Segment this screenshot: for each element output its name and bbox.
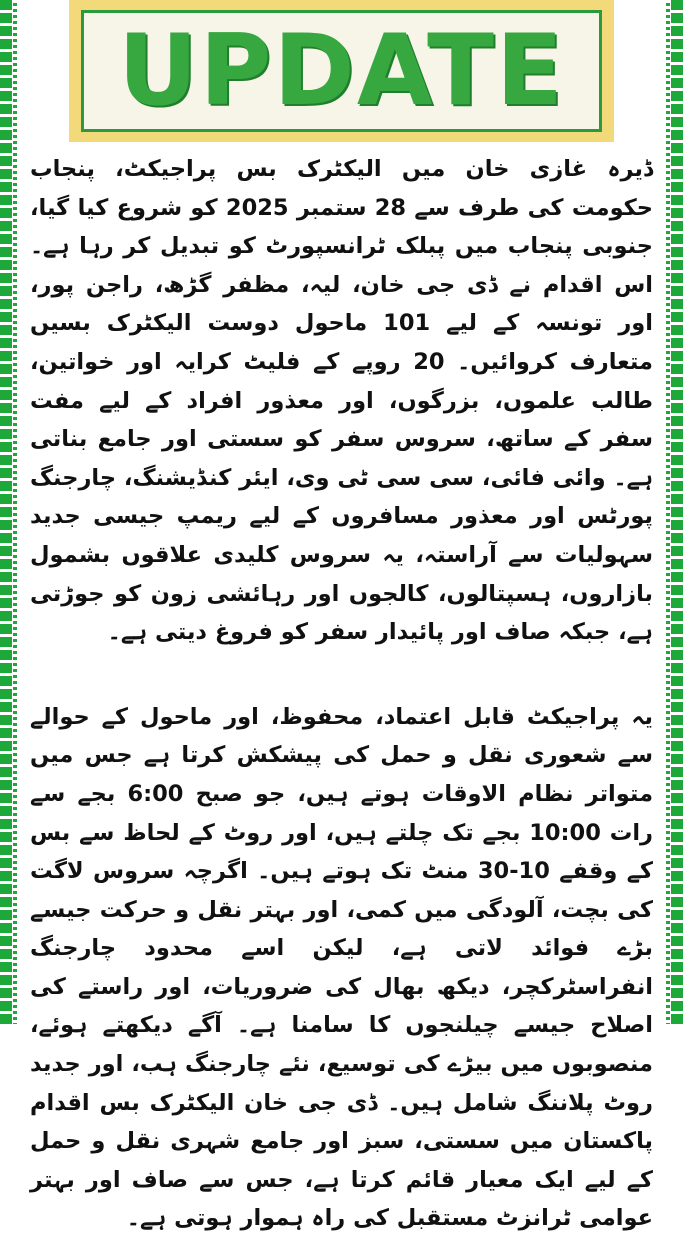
article-body <box>30 150 653 1238</box>
article-paragraph-1: ڈیرہ غازی خان میں الیکٹرک بس پراجیکٹ، پنجاب حکومت کی طرف سے 28 ستمبر 2025 کو شروع کیا گیا، جنوبی پنجاب میں پبلک ٹرانسپورٹ کو تبدیل کر رہا ہے۔ اس اقدام نے ڈی جی خان، لیہ، مظفر گڑھ، راجن پور، اور تونسہ کے لیے 101 ماحول دوست الیکٹرک بسیں متعارف کروائیں۔ 20 روپے کے فلیٹ کرایہ اور خواتین، طالب علموں، بزرگوں، اور معذور افراد کے لیے مفت سفر کے ساتھ، سروس سفر کو سستی اور جامع بناتی ہے۔ وائی فائی، سی سی ٹی وی، ایئر کنڈیشنگ، چارجنگ پورٹس اور معذور مسافروں کے لیے ریمپ جیسی جدید سہولیات سے آراستہ، یہ سروس کلیدی علاقوں بشمول بازاروں، ہسپتالوں، کالجوں اور رہائشی زون کو جوڑتی ہے، جبکہ صاف اور پائیدار سفر کو فروغ دیتی ہے۔ <box>30 156 653 646</box>
right-border-decoration <box>671 0 683 1024</box>
header-banner <box>69 0 614 142</box>
left-border-decoration <box>0 0 12 1024</box>
header-frame <box>81 10 602 132</box>
article-paragraph-2: یہ پراجیکٹ قابل اعتماد، محفوظ، اور ماحول کے حوالے سے شعوری نقل و حمل کی پیشکش کرتا ہے جس میں متواتر نظام الاوقات ہوتے ہیں، جو صبح 6:00 بجے سے رات 10:00 بجے تک چلتے ہیں، اور روٹ کے لحاظ سے بس کے وقفے 10-30 منٹ تک ہوتے ہیں۔ اگرچہ سروس لاگت کی بچت، آلودگی میں کمی، اور بہتر نقل و حرکت جیسے بڑے فوائد لاتی ہے، لیکن اسے محدود چارجنگ انفراسٹرکچر، دیکھ بھال کی ضروریات، اور راستے کی اصلاح جیسے چیلنجوں کا سامنا ہے۔ آگے دیکھتے ہوئے، منصوبوں میں بیڑے کی توسیع، نئے چارجنگ ہب، اور جدید روٹ پلاننگ شامل ہیں۔ ڈی جی خان الیکٹرک بس اقدام پاکستان میں سستی، سبز اور جامع شہری نقل و حمل کے لیے ایک معیار قائم کرتا ہے، جس سے صاف اور بہتر عوامی ٹرانزٹ مستقبل کی راہ ہموار ہوتی ہے۔ <box>30 703 654 1232</box>
header-title: UPDATE <box>118 14 565 128</box>
